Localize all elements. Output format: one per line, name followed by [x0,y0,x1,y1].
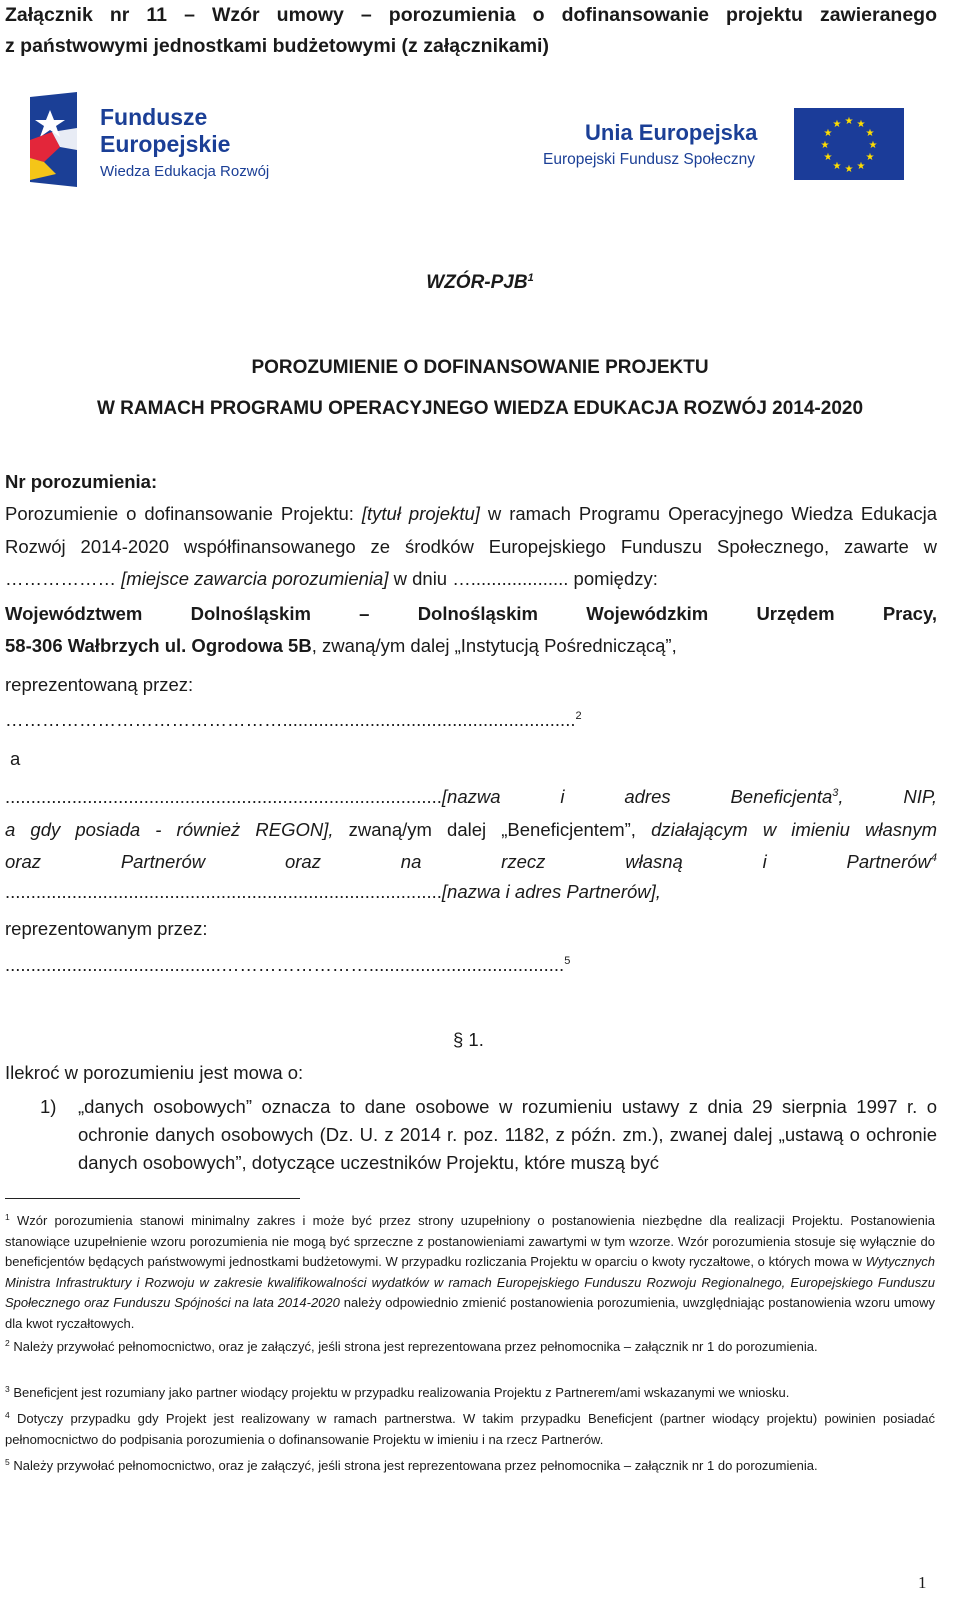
svg-text:★: ★ [820,140,830,151]
fe-star-icon [30,92,77,187]
annex-title-line1: Załącznik nr 11 – Wzór umowy – porozumienia o dofinansowanie projektu zawieranego [5,4,937,26]
intro-paragraph: Porozumienie o dofinansowanie Projektu: [tytuł projektu] w ramach Programu Operacyjnego Wiedza Edukacja Rozwój 2014-2020 współfinansowanego ze środków Europejskiego Funduszu Społecznego, zawarte w ……………… [miejsce zawarcia porozumienia] w dniu …................... pomiędzy: [5,503,937,589]
footnote-ref: 2 [575,710,582,722]
page-number: 1 [918,1573,927,1592]
svg-text:★: ★ [865,128,875,139]
svg-text:★: ★ [823,128,833,139]
svg-text:★: ★ [865,152,875,163]
footnote-ref: 5 [564,955,571,967]
represented-by-label: reprezentowaną przez: [5,674,194,695]
fe-logo-line2: Europejskie [100,131,231,157]
representative-placeholder-2: ..........................................……………………......................................$^5$ [5,954,571,975]
svg-text:★: ★ [832,119,842,130]
unia-europejska-logo [540,106,920,186]
footnote-1: $^1$ Wzór porozumienia stanowi minimalny zakres i może być przez strony uzupełniony o postanowienia niezbędne dla realizacji Projektu. Postanowienia stanowiące uzupełnienie wzoru porozumienia nie mogą być sprzeczne z postanowieniami zawartymi w tym wzorze. Wzór porozumienia stosuje się wyłącznie do beneficjentów będących państwowymi jednostkami budżetowymi. W przypadku rozliczania Projektu w oparciu o kwoty ryczałtowe, o których mowa w Wytycznych Ministra Infrastruktury i Rozwoju w zakresie kwalifikowalności wydatków w ramach Europejskiego Funduszu Rozwoju Regionalnego, Europejskiego Funduszu Społecznego oraz Funduszu Spójności na lata 2014-2020 należy odpowiednio zmienić postanowienia porozumienia, uwzględniając postanowienia wzoru umowy dla kwot ryczałtowych. [5,1212,936,1331]
partners-placeholder: .....................................................................................[nazwa i adres Partnerów], [5,881,661,902]
footnote-3: $^3$ Beneficjent jest rozumiany jako partner wiodący projektu w przypadku realizowania Projektu z Partnerem/ami wskazanymi we wniosku. [5,1384,790,1400]
svg-text:★: ★ [832,161,842,172]
svg-text:★: ★ [856,119,866,130]
svg-text:★: ★ [868,140,878,151]
item-text: „danych osobowych” oznacza to dane osobowe w rozumieniu ustawy z dnia 29 sierpnia 1997 r. o ochronie danych osobowych (Dz. U. z 2014 r. poz. 1182, z późn. zm.), zwanej dalej „ustawą o ochronie danych osobowych”, dotyczące uczestników Projektu, które muszą być [78,1096,937,1173]
represented-by-label-2: reprezentowanym przez: [5,918,208,939]
fe-logo-line1: Fundusze [100,104,208,130]
ue-logo-line1: Unia Europejska [585,120,758,145]
eu-flag-icon [794,108,904,180]
beneficiary-description: a gdy posiada - również REGON], zwaną/ym dalej „Beneficjentem”, działającym w imieniu własnym [5,819,937,840]
document-template-label: WZÓR-PJB$^1$ [426,272,534,293]
party1-name: Województwem Dolnośląskim – Dolnośląskim Wojewódzkim Urzędem Pracy, [5,603,937,624]
annex-title-line2: z państwowymi jednostkami budżetowymi (z załącznikami) [5,35,549,57]
footnote-ref: 1 [527,272,534,284]
conjunction: a [10,748,21,769]
partners-line: oraz Partnerów oraz na rzecz własną i Partnerów$^4$ [5,851,937,872]
document-subheading: W RAMACH PROGRAMU OPERACYJNEGO WIEDZA EDUKACJA ROZWÓJ 2014-2020 [96,398,864,419]
paragraph-mark: § 1. [453,1029,484,1050]
footnote-2: $^2$ Należy przywołać pełnomocnictwo, oraz je załączyć, jeśli strona jest reprezentowana przez pełnomocnika – załącznik nr 1 do porozumienia. [5,1338,818,1354]
document-heading: POROZUMIENIE O DOFINANSOWANIE PROJEKTU [251,357,709,378]
annex-title [5,0,937,62]
footnote-separator [5,1198,300,1199]
party1-address: 58-306 Wałbrzych ul. Ogrodowa 5B, zwaną/ym dalej „Instytucją Pośredniczącą”, [5,635,677,656]
fundusze-europejskie-logo [30,92,300,192]
agreement-number-label: Nr porozumienia: [5,471,158,492]
svg-text:★: ★ [856,161,866,172]
definitions-intro: Ilekroć w porozumieniu jest mowa o: [5,1062,304,1083]
footnote-ref: 3 [832,787,839,799]
ue-logo-line2: Europejski Fundusz Społeczny [543,151,755,168]
footnote-5: $^5$ Należy przywołać pełnomocnictwo, oraz je załączyć, jeśli strona jest reprezentowana przez pełnomocnika – załącznik nr 1 do porozumienia. [5,1457,818,1473]
svg-text:★: ★ [823,152,833,163]
svg-text:★: ★ [844,164,854,175]
item-number: 1) [40,1096,57,1117]
footnote-ref: 4 [930,852,937,864]
fe-logo-line3: Wiedza Edukacja Rozwój [100,163,270,180]
beneficiary-placeholder: .....................................................................................[nazwa i adres Beneficjenta$^3$, NIP, [5,786,938,807]
svg-text:★: ★ [844,116,854,127]
footnote-4: $^4$ Dotyczy przypadku gdy Projekt jest realizowany w ramach partnerstwa. W takim przypadku Beneficjent (partner wiodący projektu) powinien posiadać pełnomocnictwo do podpisania porozumienia o dofinansowanie Projektu w imieniu i na rzecz Partnerów. [5,1410,935,1447]
representative-placeholder: ……………………………………….........................................................$^2$ [5,709,582,730]
